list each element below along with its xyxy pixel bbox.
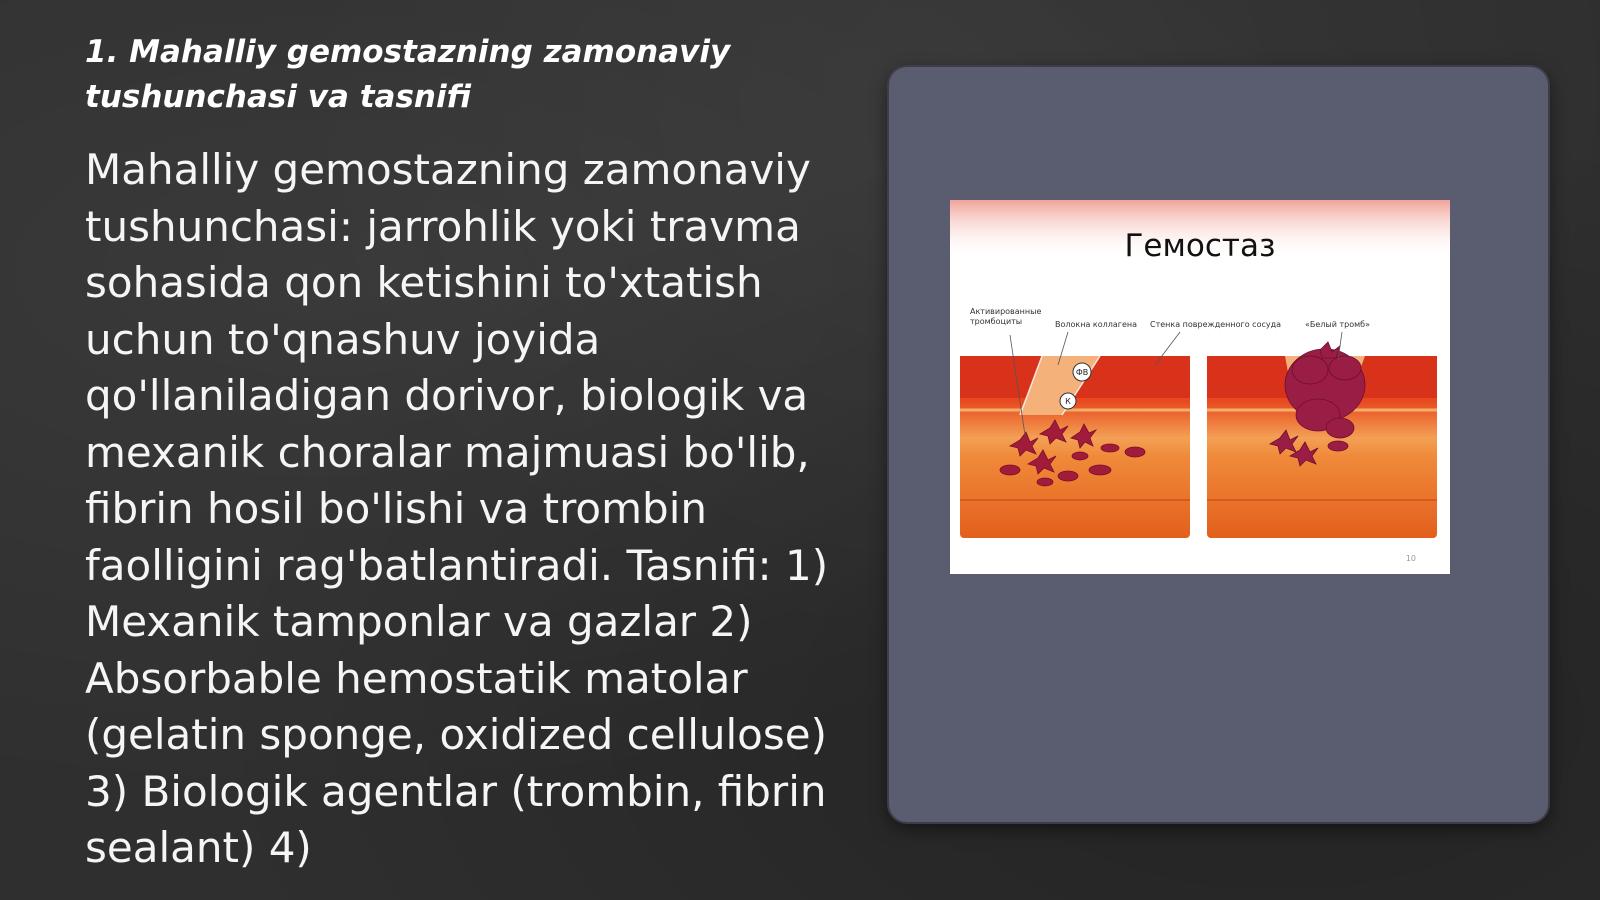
label-vessel-wall: Стенка поврежденного сосуда xyxy=(1150,320,1282,329)
label-activated-platelets: Активированные тромбоциты xyxy=(970,307,1042,326)
slide-body-text: Mahalliy gemostazning zamonaviy tushunchasi: jarrohlik yoki travma sohasida qon ketishini to'xtatish uchun to'qnashuv joyida qo'llaniladigan dorivor, biologik va mexanik choralar majmuasi bo'lib, fibrin hosil bo'lishi va trombin faolligini rag'batlantiradi. Tasnifi: 1) Mexanik tamponlar va gazlar 2) Absorbable hemostatik matolar (gelatin sponge, oxidized cellulose) 3) Biologik agentlar (trombin, fibrin sealant) 4) xyxy=(85,145,829,872)
white-thrombus-panel xyxy=(1207,342,1437,538)
vessel-injury-panel xyxy=(960,356,1190,538)
marker-k: К xyxy=(1065,397,1071,406)
figure-page-number: 10 xyxy=(1405,554,1416,563)
figure-title: Гемостаз xyxy=(1124,228,1276,264)
slide-title: 1. Mahalliy gemostazning zamonaviy tushunchasi va tasnifi xyxy=(85,34,731,115)
label-white-thrombus: «Белый тромб» xyxy=(1305,320,1370,329)
marker-fv: ФВ xyxy=(1075,368,1089,377)
hemostasis-figure xyxy=(950,200,1450,574)
image-panel xyxy=(889,67,1548,822)
label-collagen-fibers: Волокна коллагена xyxy=(1055,320,1138,329)
